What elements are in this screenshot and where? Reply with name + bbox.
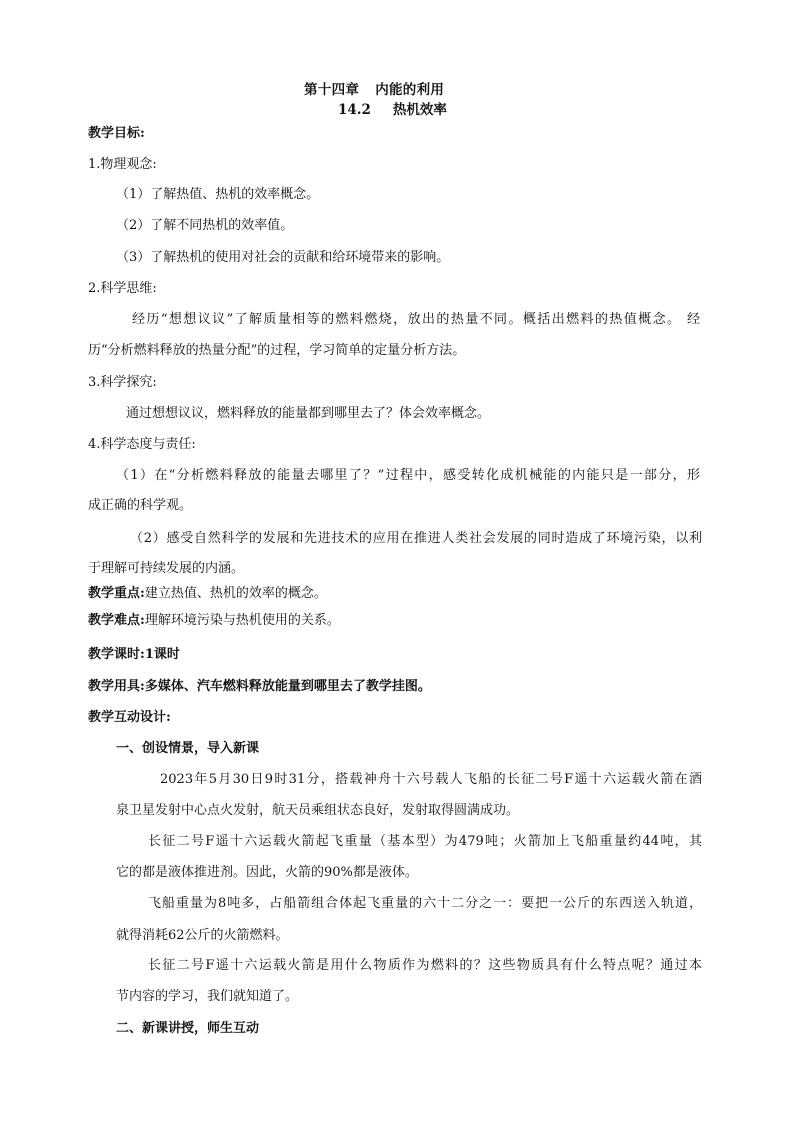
paragraph-line: 长征二号F遥十六运载火箭是用什么物质作为燃料的？这些物质具有什么特点呢？通过本 xyxy=(148,958,702,973)
difficulties xyxy=(88,612,340,630)
scientific-inquiry-text: 通过想想议议，燃料释放的能量都到哪里去了？体会效率概念。 xyxy=(126,406,491,421)
teaching-aids-label: 教学用具: xyxy=(88,679,145,694)
attitude-title: 4.科学态度与责任: xyxy=(88,437,196,452)
lesson-hours-text: 1课时 xyxy=(144,647,180,662)
key-points xyxy=(88,585,327,603)
section-title xyxy=(338,101,447,119)
scientific-thinking-title: 2.科学思维: xyxy=(88,281,157,296)
teaching-aids-text: 多媒体、汽车燃料释放能量到哪里去了教学挂图。 xyxy=(144,679,431,694)
chapter-name: 内能的利用 xyxy=(375,82,445,98)
physics-concept-item: （1）了解热值、热机的效率概念。 xyxy=(116,187,320,202)
attitude-item2-line1: （2）感受自然科学的发展和先进技术的应用在推进人类社会发展的同时造成了环境污染，以利 xyxy=(130,531,702,546)
key-points-label: 教学重点: xyxy=(88,586,145,601)
scientific-thinking-text-line1: 经历“想想议议”了解质量相等的燃料燃烧，放出的热量不同。概括出燃料的热值概念。 经 xyxy=(132,312,700,327)
section-name: 热机效率 xyxy=(392,102,447,118)
physics-concept-item: （3）了解热机的使用对社会的贡献和给环境带来的影响。 xyxy=(116,250,450,265)
paragraph-line: 泉卫星发射中心点火发射，航天员乘组状态良好，发射取得圆满成功。 xyxy=(116,803,520,818)
paragraph-line: 飞船重量为8吨多，占船箭组合体起飞重量的六十二分之一：要把一公斤的东西送入轨道， xyxy=(148,896,702,911)
objectives-heading: 教学目标: xyxy=(88,126,145,141)
difficulties-label: 教学难点: xyxy=(88,613,145,628)
paragraph-line: 节内容的学习，我们就知道了。 xyxy=(116,989,299,1004)
lesson-hours-label: 教学课时: xyxy=(88,647,145,662)
chapter-number: 第十四章 xyxy=(304,82,360,98)
chapter-title xyxy=(304,81,444,99)
scientific-thinking-text-line2: 历“分析燃料释放的热量分配”的过程，学习简单的定量分析方法。 xyxy=(88,343,466,358)
key-points-text: 建立热值、热机的效率的概念。 xyxy=(144,586,327,601)
teaching-aids xyxy=(88,678,431,696)
scientific-inquiry-title: 3.科学探究: xyxy=(88,375,157,390)
paragraph-line: 它的都是液体推进剂。因此，火箭的90%都是液体。 xyxy=(116,865,418,880)
physics-concept-item: （2）了解不同热机的效率值。 xyxy=(116,218,294,233)
difficulties-text: 理解环境污染与热机使用的关系。 xyxy=(144,613,340,628)
section-number: 14.2 xyxy=(338,102,371,118)
paragraph-line: 就得消耗62公斤的火箭燃料。 xyxy=(116,928,289,943)
attitude-item1-line1: （1）在“分析燃料释放的能量去哪里了？”过程中，感受转化成机械能的内能只是一部分，形 xyxy=(116,468,700,483)
paragraph-line: 2023年5月30日9时31分，搭载神舟十六号载人飞船的长征二号F遥十六运载火箭在酒 xyxy=(160,772,702,787)
paragraph-line: 长征二号F遥十六运载火箭起飞重量（基本型）为479吨；火箭加上飞船重量约44吨，其 xyxy=(148,834,702,849)
attitude-item1-line2: 成正确的科学观。 xyxy=(88,498,193,513)
lesson-hours xyxy=(88,646,180,664)
part1-title: 一、创设情景，导入新课 xyxy=(116,741,260,756)
attitude-item2-line2: 于理解可持续发展的内涵。 xyxy=(88,561,245,576)
interaction-heading: 教学互动设计: xyxy=(88,710,171,725)
part2-title: 二、新课讲授，师生互动 xyxy=(116,1021,260,1036)
physics-concept-title: 1.物理观念: xyxy=(88,157,157,172)
